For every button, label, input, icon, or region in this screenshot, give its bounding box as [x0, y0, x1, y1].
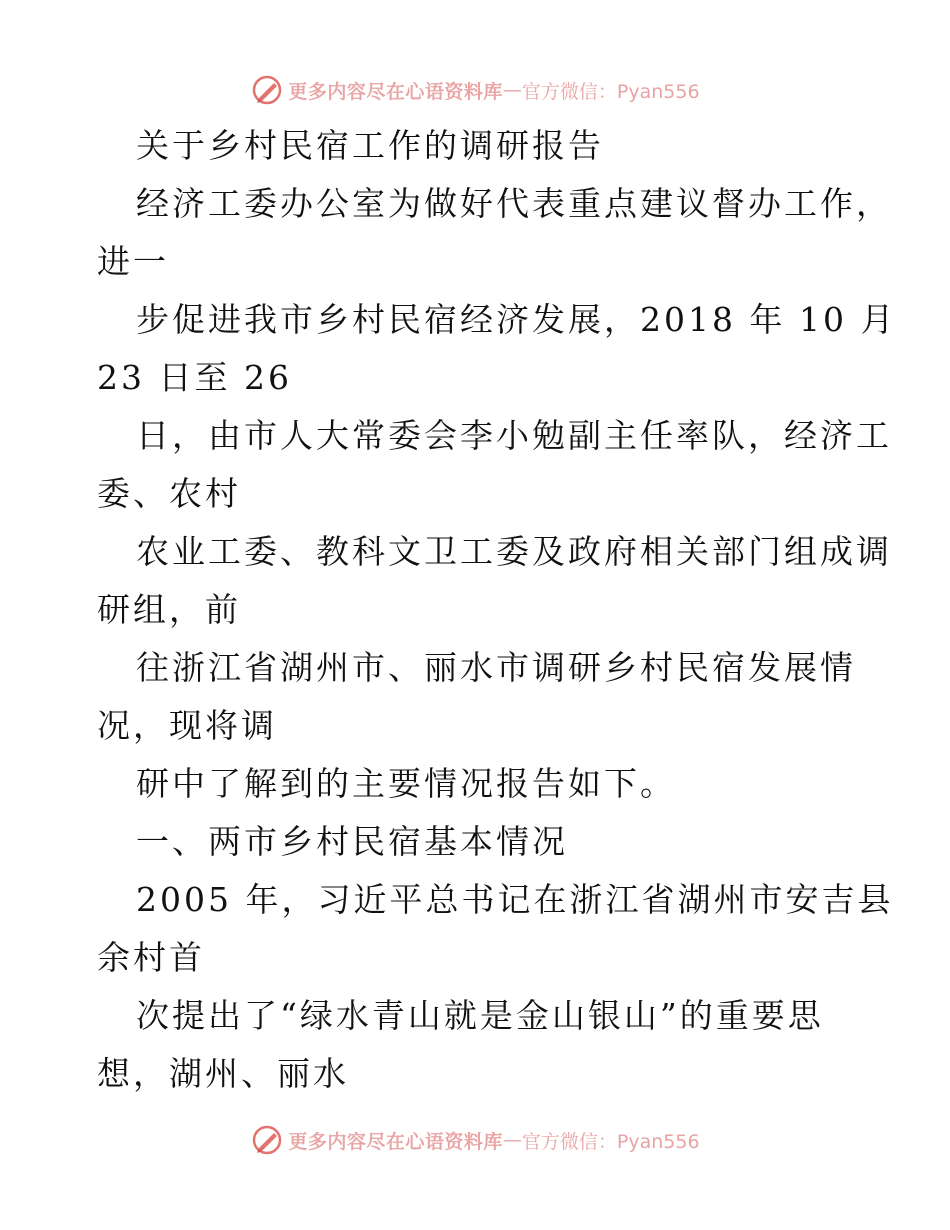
- text-line: 想，湖州、丽水: [97, 1054, 349, 1093]
- text-line: 委、农村: [97, 474, 241, 513]
- pen-logo-icon: [250, 73, 284, 107]
- watermark-text: 更多内容尽在心语资料库: [288, 1130, 503, 1153]
- text-line: 进一: [97, 242, 169, 281]
- watermark-contact: 官方微信：Pyan556: [521, 80, 700, 103]
- watermark-text: 更多内容尽在心语资料库: [288, 80, 503, 103]
- document-title: 关于乡村民宿工作的调研报告: [136, 126, 604, 165]
- text-line: 日，由市人大常委会李小勉副主任率队，经济工: [136, 416, 892, 455]
- section-heading: 一、两市乡村民宿基本情况: [136, 822, 568, 861]
- text-line: 步促进我市乡村民宿经济发展，2018 年 10 月: [136, 300, 897, 339]
- text-line: 农业工委、教科文卫工委及政府相关部门组成调: [136, 532, 892, 571]
- pen-logo-icon: [250, 1123, 284, 1157]
- text-line: 往浙江省湖州市、丽水市调研乡村民宿发展情: [136, 648, 856, 687]
- watermark-contact: 官方微信：Pyan556: [521, 1130, 700, 1153]
- text-line: 研组，前: [97, 590, 241, 629]
- watermark-dash: —: [502, 1129, 522, 1151]
- header-watermark: [0, 70, 950, 110]
- footer-watermark: [0, 1120, 950, 1160]
- text-line: 余村首: [97, 938, 205, 977]
- text-line: 经济工委办公室为做好代表重点建议督办工作，: [136, 184, 892, 223]
- watermark-dash: —: [502, 79, 522, 101]
- text-line: 况，现将调: [97, 706, 277, 745]
- text-line: 次提出了“绿水青山就是金山银山”的重要思: [136, 996, 824, 1035]
- text-line: 23 日至 26: [97, 358, 292, 397]
- text-line: 2005 年，习近平总书记在浙江省湖州市安吉县: [136, 880, 894, 919]
- text-line: 研中了解到的主要情况报告如下。: [136, 764, 676, 803]
